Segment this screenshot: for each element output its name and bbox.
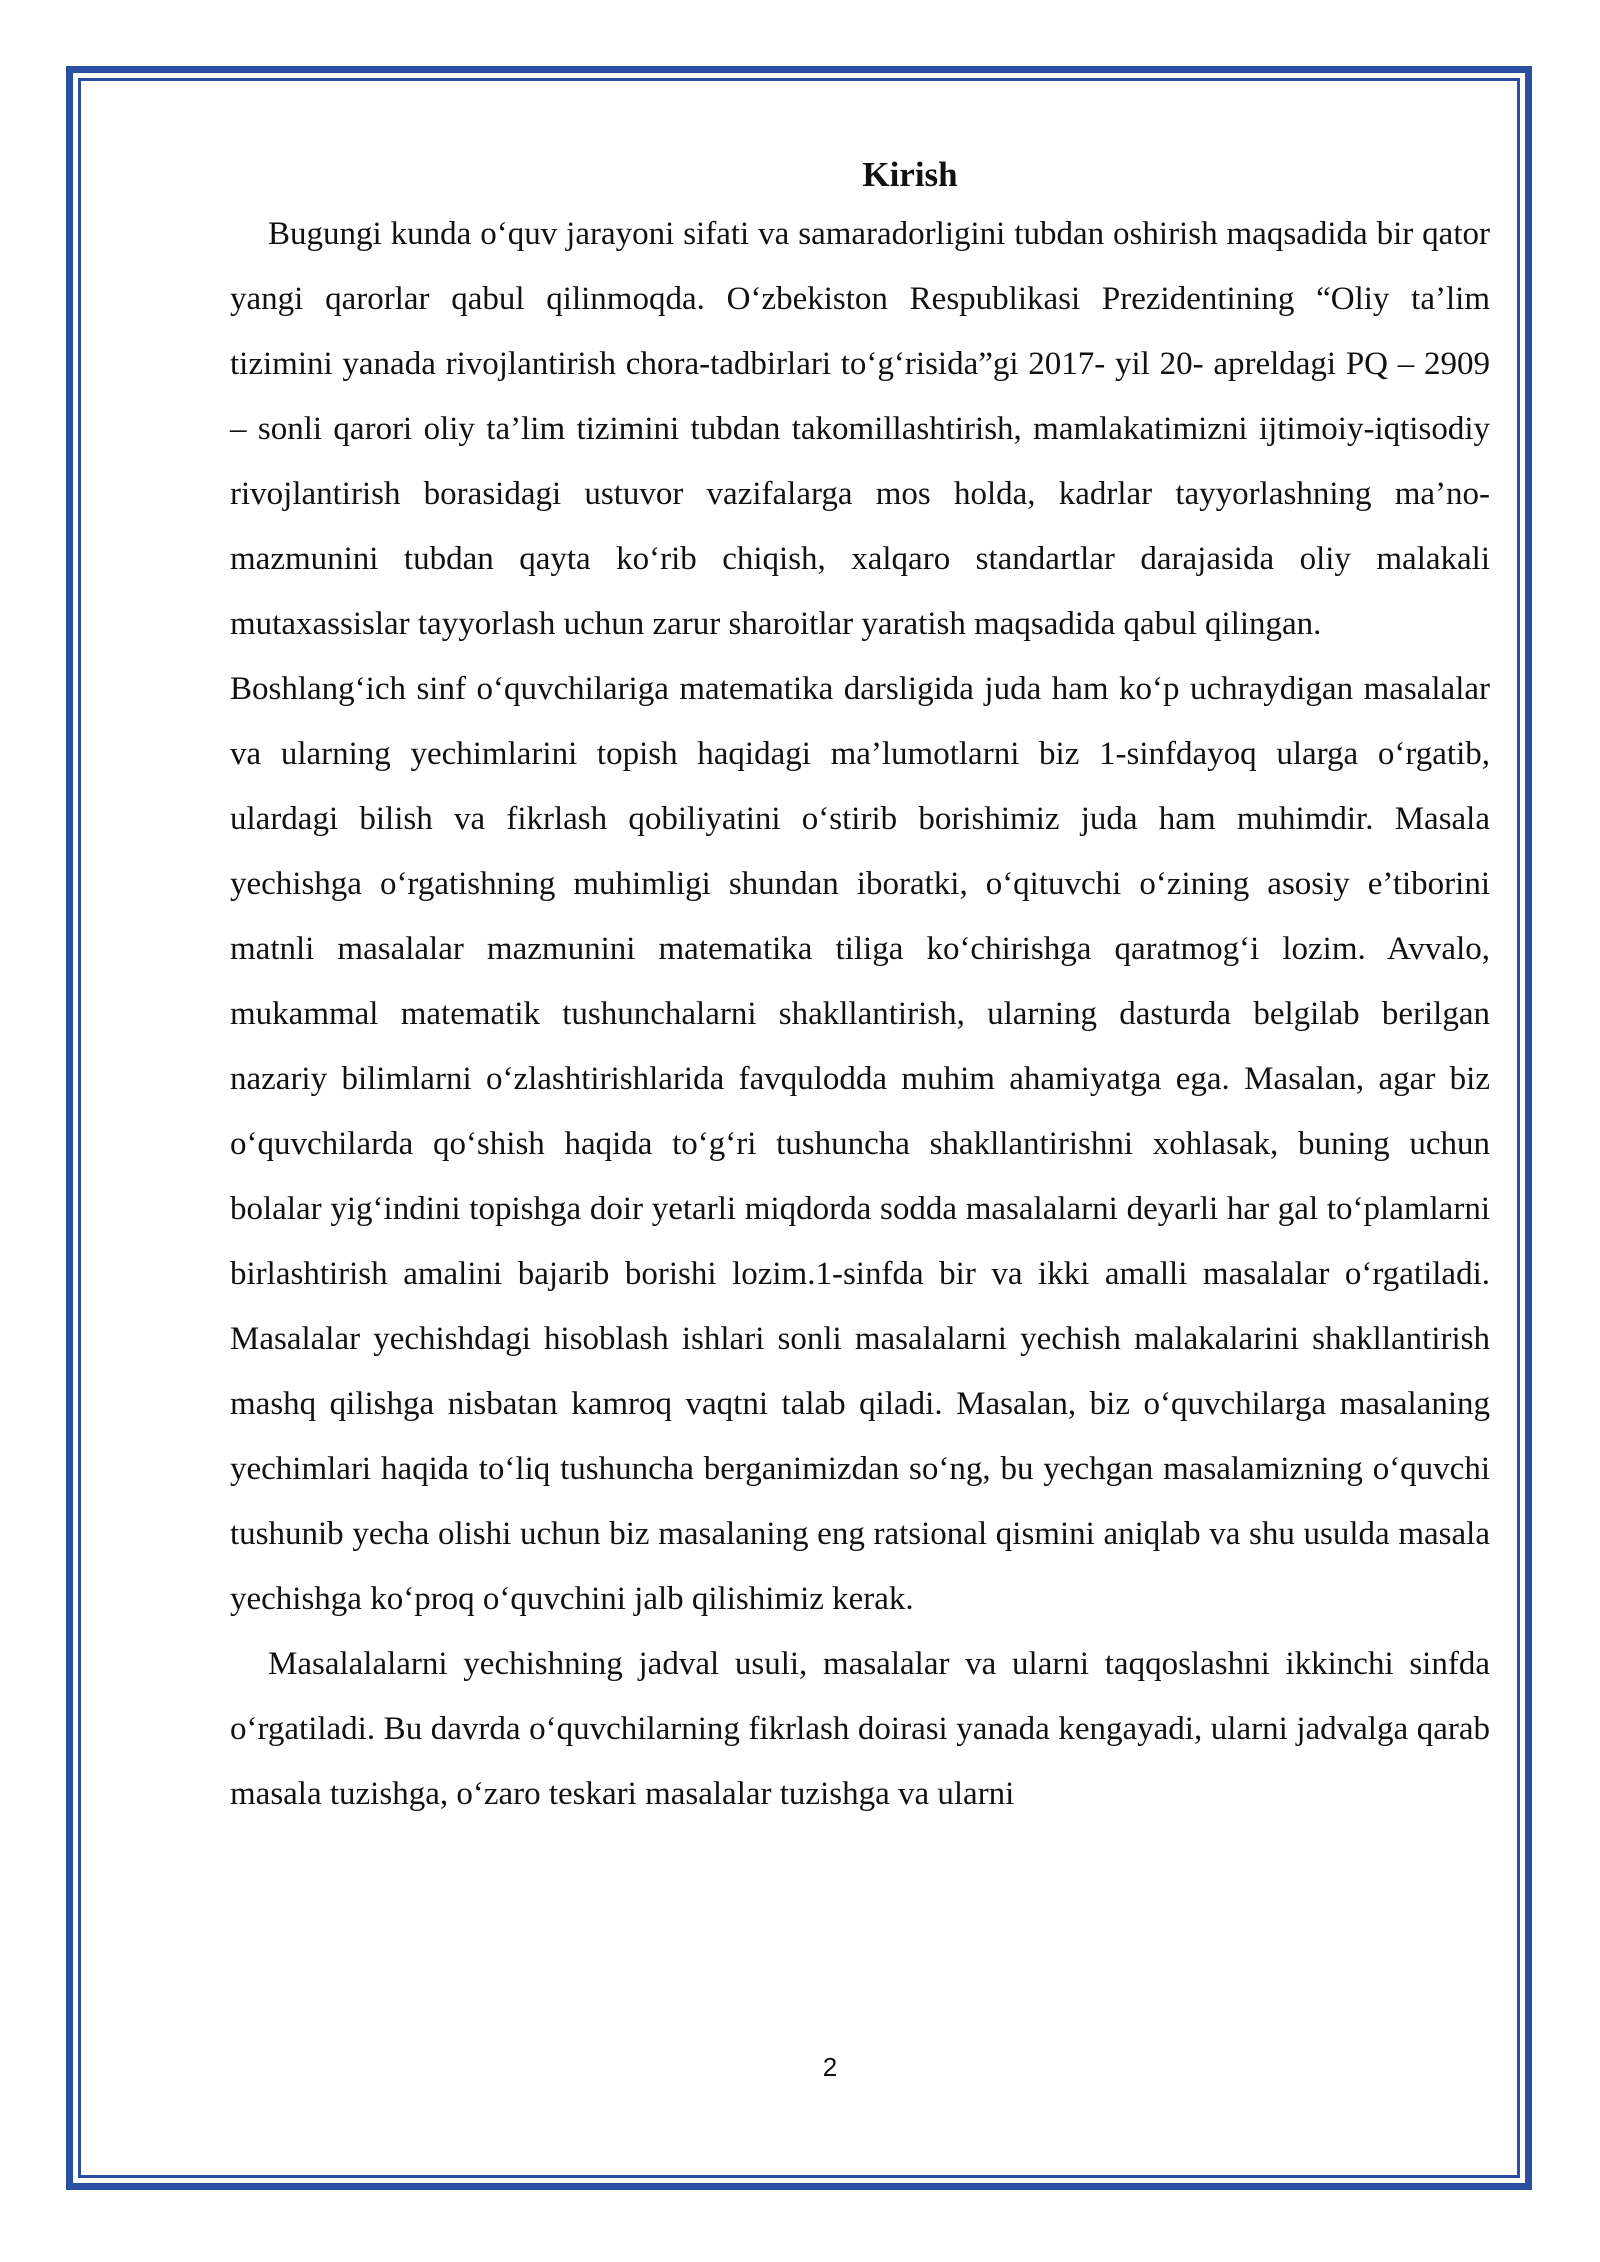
paragraph-1: Bugungi kunda o‘quv jarayoni sifati va samaradorligini tubdan oshirish maqsadida bir qator yangi qarorlar qabul qilinmoqda. O‘zbekiston Respublikasi Prezidentining “Oliy ta’lim tizimini yanada rivojlantirish chora-tadbirlari to‘g‘risida”gi 2017- yil 20- apreldagi PQ – 2909 – sonli qarori oliy ta’lim tizimini tubdan takomillashtirish, mamlakatimizni ijtimoiy-iqtisodiy rivojlantirish borasidagi ustuvor vazifalarga mos holda, kadrlar tayyorlashning ma’no- mazmunini tubdan qayta ko‘rib chiqish, xalqaro standartlar darajasida oliy malakali mutaxassislar tayyorlash uchun zarur sharoitlar yaratish maqsadida qabul qilingan. [230,216,1490,642]
page-number: 2 [822,2052,838,2082]
page-title: Kirish [862,155,958,194]
document-body [230,148,1490,1827]
paragraph-2: Boshlang‘ich sinf o‘quvchilariga matematika darsligida juda ham ko‘p uchraydigan masalalar va ularning yechimlarini topish haqidagi ma’lumotlarni biz 1-sinfdayoq ularga o‘rgatib, ulardagi bilish va fikrlash qobiliyatini o‘stirib borishimiz juda ham muhimdir. Masala yechishga o‘rgatishning muhimligi shundan iboratki, o‘qituvchi o‘zining asosiy e’tiborini matnli masalalar mazmunini matematika tiliga ko‘chirishga qaratmog‘i lozim. Avvalo, mukammal matematik tushunchalarni shakllantirish, ularning dasturda belgilab berilgan nazariy bilimlarni o‘zlashtirishlarida favqulodda muhim ahamiyatga ega. Masalan, agar biz o‘quvchilarda qo‘shish haqida to‘g‘ri tushuncha shakllantirishni xohlasak, buning uchun bolalar yig‘indini topishga doir yetarli miqdorda sodda masalalarni deyarli har gal to‘plamlarni birlashtirish amalini bajarib borishi lozim.1-sinfda bir va ikki amalli masalalar o‘rgatiladi. Masalalar yechishdagi hisoblash ishlari sonli masalalarni yechish malakalarini shakllantirish mashq qilishga nisbatan kamroq vaqtni talab qiladi. Masalan, biz o‘quvchilarga masalaning yechimlari haqida to‘liq tushuncha berganimizdan so‘ng, bu yechgan masalamizning o‘quvchi tushunib yecha olishi uchun biz masalaning eng ratsional qismini aniqlab va shu usulda masala yechishga ko‘proq o‘quvchini jalb qilishimiz kerak. [230,671,1490,1617]
paragraph-3: Masalalalarni yechishning jadval usuli, masalalar va ularni taqqoslashni ikkinchi sinfda o‘rgatiladi. Bu davrda o‘quvchilarning fikrlash doirasi yanada kengayadi, ularni jadvalga qarab masala tuzishga, o‘zaro teskari masalalar tuzishga va ularni [230,1646,1490,1812]
